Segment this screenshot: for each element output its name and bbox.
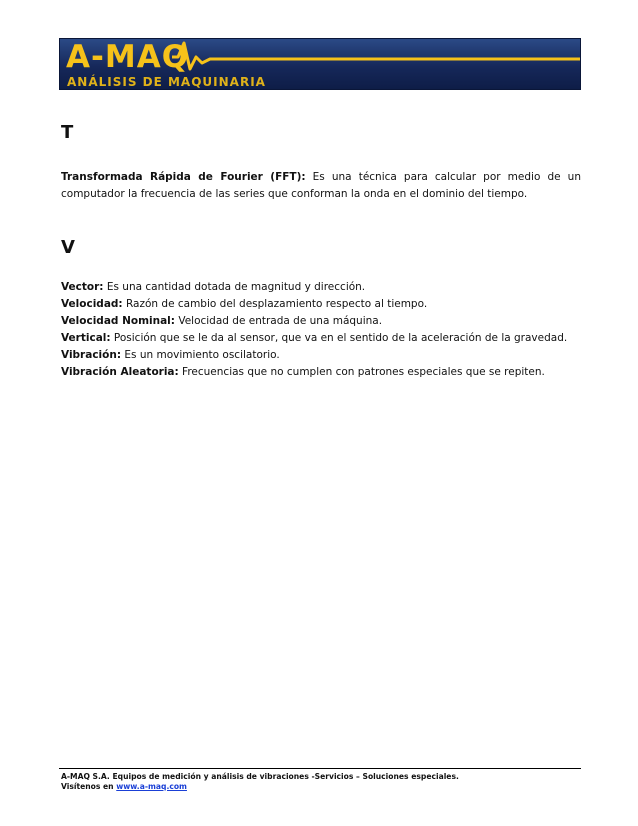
entry-term: Vibración Aleatoria: — [61, 366, 179, 378]
glossary-entry-fft — [61, 169, 581, 203]
entry-definition: Es una técnica para calcular por medio de un computador la frecuencia de las series que conforman la onda en el dominio del tiempo. — [61, 171, 581, 200]
entry-definition: Velocidad de entrada de una máquina. — [174, 315, 383, 327]
entry-definition: Posición que se le da al sensor, que va en el sentido de la aceleración de la gravedad. — [110, 332, 568, 344]
glossary-entry — [61, 296, 581, 313]
waveform-icon — [172, 39, 581, 79]
entry-term: Velocidad: — [61, 298, 123, 310]
glossary-entry — [61, 330, 581, 347]
header-banner — [59, 38, 581, 90]
glossary-entry — [61, 364, 581, 381]
entry-term: Vertical: — [61, 332, 111, 344]
entry-definition: Es un movimiento oscilatorio. — [121, 349, 280, 361]
entry-term: Vector: — [61, 281, 104, 293]
entry-term: Transformada Rápida de Fourier (FFT): — [61, 171, 306, 183]
entry-definition: Razón de cambio del desplazamiento respecto al tiempo. — [122, 298, 428, 310]
page-footer — [61, 772, 581, 792]
footer-visit-line — [61, 782, 581, 792]
section-letter-t: T — [61, 122, 74, 143]
glossary-list-v — [61, 279, 581, 381]
entry-term: Velocidad Nominal: — [61, 315, 175, 327]
entry-term: Vibración: — [61, 349, 122, 361]
glossary-entry — [61, 313, 581, 330]
entry-definition: Frecuencias que no cumplen con patrones especiales que se repiten. — [178, 366, 545, 378]
footer-divider — [59, 768, 581, 769]
glossary-entry — [61, 279, 581, 296]
section-letter-v: V — [61, 237, 75, 258]
entry-definition: Es una cantidad dotada de magnitud y dirección. — [103, 281, 366, 293]
footer-visit-prefix: Visítenos en — [61, 782, 117, 791]
website-link[interactable]: www.a-maq.com — [116, 782, 187, 791]
logo-subtitle: ANÁLISIS DE MAQUINARIA — [67, 75, 266, 89]
footer-company-line: A-MAQ S.A. Equipos de medición y análisis de vibraciones -Servicios – Soluciones especiales. — [61, 772, 459, 781]
glossary-entry — [61, 347, 581, 364]
logo-text: A-MAQ — [66, 39, 190, 75]
